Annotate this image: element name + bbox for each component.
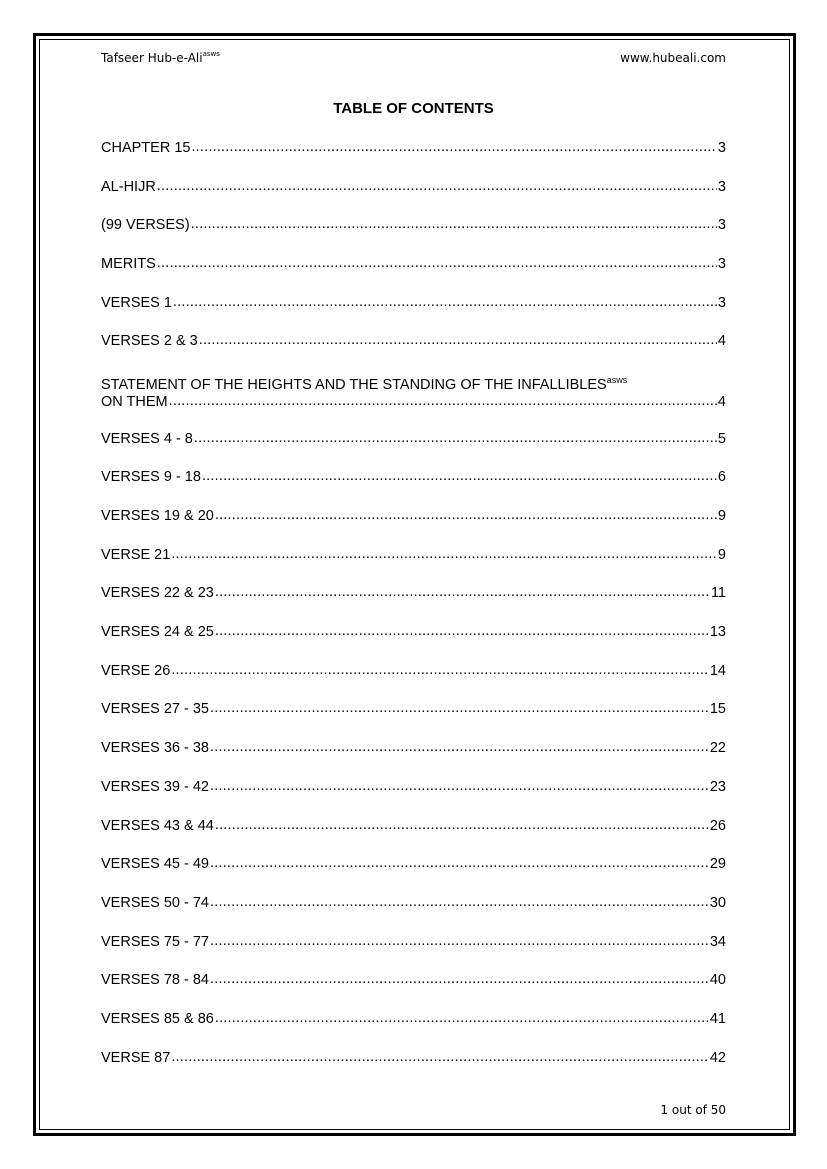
toc-entry-page-number: 4 <box>717 394 726 411</box>
toc-dot-leader <box>215 817 709 834</box>
toc-entry-page-number: 40 <box>709 972 726 989</box>
toc-dot-leader <box>157 255 717 272</box>
toc-entry[interactable] <box>101 1050 726 1089</box>
header-book-title-superscript: asws <box>202 50 220 58</box>
toc-entry-page-number: 15 <box>709 701 726 718</box>
toc-entry[interactable] <box>101 547 726 586</box>
toc-entry-label: VERSES 50 - 74 <box>101 894 209 911</box>
toc-dot-leader <box>173 294 717 311</box>
toc-entry-page-number: 41 <box>709 1010 726 1027</box>
toc-entry-page-number: 42 <box>709 1049 726 1066</box>
toc-list <box>101 140 726 1088</box>
header-book-title-text: Tafseer Hub-e-Ali <box>101 51 203 65</box>
toc-entry-label-line2: ON THEM <box>101 394 168 411</box>
toc-entry-page-number: 3 <box>717 256 726 273</box>
toc-entry-page-number: 14 <box>709 662 726 679</box>
toc-entry[interactable] <box>101 856 726 895</box>
toc-entry-page-number: 6 <box>717 469 726 486</box>
toc-entry[interactable] <box>101 372 726 431</box>
header-website: www.hubeali.com <box>620 51 726 65</box>
toc-dot-leader <box>194 430 717 447</box>
toc-entry-label: VERSES 36 - 38 <box>101 740 209 757</box>
toc-dot-leader <box>191 139 716 156</box>
toc-entry[interactable] <box>101 779 726 818</box>
toc-dot-leader <box>215 584 710 601</box>
page-indicator: 1 out of 50 <box>660 1103 726 1117</box>
toc-entry[interactable] <box>101 256 726 295</box>
toc-entry-label-superscript: asws <box>606 375 628 386</box>
toc-entry[interactable] <box>101 701 726 740</box>
toc-dot-leader <box>169 393 717 410</box>
toc-entry-page-number: 13 <box>709 624 726 641</box>
toc-entry-page-number: 3 <box>717 217 726 234</box>
toc-entry[interactable] <box>101 140 726 179</box>
toc-dot-leader <box>210 739 709 756</box>
toc-entry[interactable] <box>101 508 726 547</box>
toc-entry-label: VERSES 85 & 86 <box>101 1010 214 1027</box>
toc-entry-label: VERSES 1 <box>101 294 172 311</box>
toc-entry[interactable] <box>101 934 726 973</box>
toc-entry[interactable] <box>101 895 726 934</box>
toc-entry-page-number: 22 <box>709 740 726 757</box>
toc-entry[interactable] <box>101 295 726 334</box>
toc-entry-label: MERITS <box>101 256 156 273</box>
toc-entry-label: VERSES 22 & 23 <box>101 585 214 602</box>
toc-entry[interactable] <box>101 740 726 779</box>
toc-entry-label: VERSES 4 - 8 <box>101 430 193 447</box>
toc-entry-label: VERSES 45 - 49 <box>101 856 209 873</box>
toc-entry-page-number: 9 <box>717 546 726 563</box>
toc-entry-label: (99 VERSES) <box>101 217 190 234</box>
toc-dot-leader <box>210 700 709 717</box>
toc-dot-leader <box>215 623 709 640</box>
toc-dot-leader <box>210 894 709 911</box>
toc-entry[interactable] <box>101 818 726 857</box>
toc-dot-leader <box>210 933 709 950</box>
toc-entry[interactable] <box>101 217 726 256</box>
toc-dot-leader <box>171 1049 709 1066</box>
toc-dot-leader <box>215 507 717 524</box>
toc-entry-page-number: 30 <box>709 894 726 911</box>
toc-entry[interactable] <box>101 179 726 218</box>
toc-entry[interactable] <box>101 1011 726 1050</box>
toc-entry-page-number: 11 <box>710 585 726 602</box>
toc-entry[interactable] <box>101 333 726 372</box>
toc-entry-label: VERSE 26 <box>101 662 171 679</box>
toc-dot-leader <box>202 468 717 485</box>
toc-entry-label: VERSE 87 <box>101 1049 171 1066</box>
toc-entry-page-number: 5 <box>717 430 726 447</box>
toc-entry-page-number: 3 <box>717 178 726 195</box>
toc-entry-page-number: 29 <box>709 856 726 873</box>
toc-entry-label: VERSES 78 - 84 <box>101 972 209 989</box>
header-book-title <box>101 50 220 65</box>
toc-entry-label: VERSES 27 - 35 <box>101 701 209 718</box>
toc-entry-label: VERSES 43 & 44 <box>101 817 214 834</box>
toc-entry[interactable] <box>101 624 726 663</box>
toc-dot-leader <box>210 855 709 872</box>
toc-entry-label: VERSES 75 - 77 <box>101 933 209 950</box>
toc-title: TABLE OF CONTENTS <box>333 100 494 117</box>
toc-entry[interactable] <box>101 469 726 508</box>
toc-entry-label: CHAPTER 15 <box>101 140 191 156</box>
toc-entry-label: AL-HIJR <box>101 178 156 195</box>
toc-dot-leader <box>215 1010 709 1027</box>
toc-entry[interactable] <box>101 663 726 702</box>
toc-dot-leader <box>199 332 717 349</box>
toc-entry-page-number: 34 <box>709 933 726 950</box>
toc-entry[interactable] <box>101 431 726 470</box>
toc-dot-leader <box>171 546 717 563</box>
toc-entry-label: VERSES 19 & 20 <box>101 508 214 524</box>
toc-entry-page-number: 26 <box>709 817 726 834</box>
toc-entry-label: VERSE 21 <box>101 546 171 563</box>
toc-entry[interactable] <box>101 585 726 624</box>
toc-dot-leader <box>191 216 717 233</box>
toc-entry-page-number: 9 <box>717 508 726 524</box>
toc-entry-label-text: STATEMENT OF THE HEIGHTS AND THE STANDING OF THE INFALLIBLES <box>101 377 607 394</box>
toc-entry-page-number: 23 <box>709 778 726 795</box>
toc-dot-leader <box>157 178 717 195</box>
toc-entry-label: VERSES 24 & 25 <box>101 624 214 641</box>
toc-entry-label: VERSES 2 & 3 <box>101 333 198 350</box>
toc-entry-page-number: 4 <box>717 333 726 350</box>
toc-entry-page-number: 3 <box>717 294 726 311</box>
toc-entry-label: VERSES 9 - 18 <box>101 469 201 486</box>
toc-entry-page-number: 3 <box>717 140 726 156</box>
toc-dot-leader <box>171 662 709 679</box>
toc-entry-label <box>101 372 726 394</box>
toc-entry-label: VERSES 39 - 42 <box>101 778 209 795</box>
toc-dot-leader <box>210 778 709 795</box>
toc-dot-leader <box>210 971 709 988</box>
toc-entry[interactable] <box>101 972 726 1011</box>
